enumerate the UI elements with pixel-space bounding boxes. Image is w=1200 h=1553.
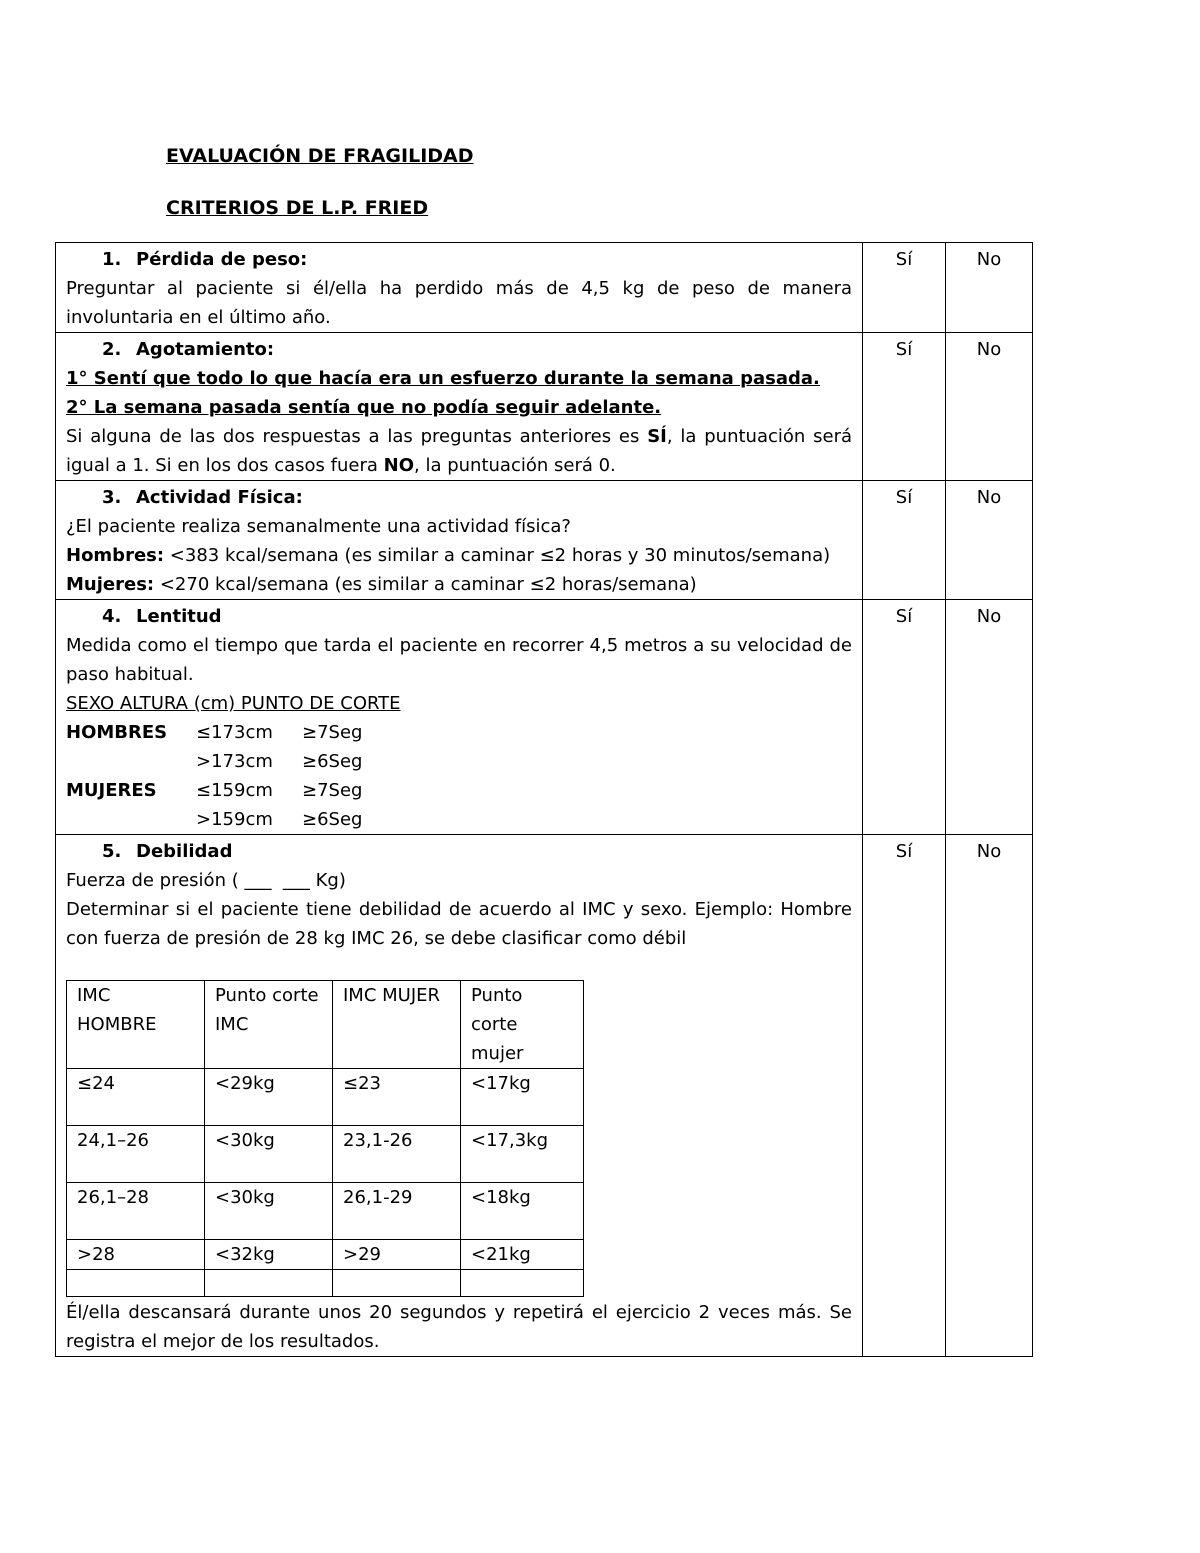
empty-row bbox=[67, 1270, 584, 1297]
table-cell: <17,3kg bbox=[461, 1126, 584, 1183]
document-subtitle: CRITERIOS DE L.P. FRIED bbox=[166, 197, 429, 219]
cutoff-row: MUJERES ≤159cm ≥7Seg bbox=[66, 780, 363, 801]
table-cell bbox=[461, 1270, 584, 1297]
table-cell: 26,1-29 bbox=[333, 1183, 461, 1240]
table-cell: <30kg bbox=[205, 1126, 333, 1183]
table-cell bbox=[205, 1270, 333, 1297]
cutoff-row: >159cm ≥6Seg bbox=[196, 809, 363, 830]
imc-header-cell: Punto corte mujer bbox=[461, 981, 584, 1069]
table-cell: >29 bbox=[333, 1240, 461, 1270]
no-option[interactable]: No bbox=[946, 333, 1033, 481]
yes-option[interactable]: Sí bbox=[863, 835, 946, 1357]
imc-header-row bbox=[67, 981, 584, 1069]
table-cell: <32kg bbox=[205, 1240, 333, 1270]
table-cell: <30kg bbox=[205, 1183, 333, 1240]
table-cell: 26,1–28 bbox=[67, 1183, 205, 1240]
table-cell: <29kg bbox=[205, 1069, 333, 1126]
imc-cutoff-table bbox=[66, 980, 584, 1297]
table-cell: <18kg bbox=[461, 1183, 584, 1240]
cutoff-row: HOMBRES ≤173cm ≥7Seg bbox=[66, 722, 363, 743]
table-cell: >28 bbox=[67, 1240, 205, 1270]
table-cell: 23,1-26 bbox=[333, 1126, 461, 1183]
table-cell: <21kg bbox=[461, 1240, 584, 1270]
criterion-text: Preguntar al paciente si él/ella ha perdido más de 4,5 kg de peso de manera involuntaria en el último año. bbox=[66, 278, 852, 328]
no-option[interactable]: No bbox=[946, 243, 1033, 333]
criterion-cell bbox=[56, 243, 863, 333]
women-threshold: Mujeres: <270 kcal/semana (es similar a caminar ≤2 horas/semana) bbox=[66, 574, 697, 595]
criterion-cell bbox=[56, 481, 863, 600]
yes-option[interactable]: Sí bbox=[863, 333, 946, 481]
cutoff-row: >173cm ≥6Seg bbox=[196, 751, 363, 772]
no-option[interactable]: No bbox=[946, 600, 1033, 835]
criterion-text: Medida como el tiempo que tarda el paciente en recorrer 4,5 metros a su velocidad de paso habitual. bbox=[66, 635, 852, 685]
criterion-footer: Él/ella descansará durante unos 20 segundos y repetirá el ejercicio 2 veces más. Se registra el mejor de los resultados. bbox=[66, 1302, 852, 1352]
criterion-heading: 2. Agotamiento: bbox=[102, 339, 275, 360]
criterion-cell bbox=[56, 835, 863, 1357]
table-row bbox=[67, 1069, 584, 1126]
table-cell bbox=[333, 1270, 461, 1297]
imc-header-cell: IMC MUJER bbox=[333, 981, 461, 1069]
cutoff-header: SEXO ALTURA (cm) PUNTO DE CORTE bbox=[66, 693, 401, 714]
table-cell: ≤23 bbox=[333, 1069, 461, 1126]
no-option[interactable]: No bbox=[946, 481, 1033, 600]
imc-header-cell: Punto corte IMC bbox=[205, 981, 333, 1069]
criterion-row-exhaustion bbox=[56, 333, 1033, 481]
exhaustion-question-1: 1° Sentí que todo lo que hacía era un esfuerzo durante la semana pasada. bbox=[66, 368, 820, 389]
table-cell bbox=[67, 1270, 205, 1297]
criterion-text: Si alguna de las dos respuestas a las preguntas anteriores es SÍ, la puntuación será igual a 1. Si en los dos casos fuera NO, la puntuación será 0. bbox=[66, 426, 852, 476]
men-threshold: Hombres: <383 kcal/semana (es similar a caminar ≤2 horas y 30 minutos/semana) bbox=[66, 545, 831, 566]
yes-option[interactable]: Sí bbox=[863, 243, 946, 333]
criterion-heading: 4. Lentitud bbox=[102, 606, 222, 627]
criterion-heading: 5. Debilidad bbox=[102, 841, 233, 862]
criterion-heading: 3. Actividad Física: bbox=[102, 487, 303, 508]
yes-option[interactable]: Sí bbox=[863, 600, 946, 835]
yes-option[interactable]: Sí bbox=[863, 481, 946, 600]
document-title: EVALUACIÓN DE FRAGILIDAD bbox=[166, 145, 474, 167]
criterion-cell bbox=[56, 333, 863, 481]
criterion-row-slowness bbox=[56, 600, 1033, 835]
fried-criteria-table bbox=[55, 242, 1033, 1357]
criterion-row-weight-loss bbox=[56, 243, 1033, 333]
grip-strength-field[interactable]: Fuerza de presión ( ___ ___ Kg) bbox=[66, 870, 346, 891]
criterion-text: Determinar si el paciente tiene debilidad de acuerdo al IMC y sexo. Ejemplo: Hombre con fuerza de presión de 28 kg IMC 26, se debe clasificar como débil bbox=[66, 899, 852, 949]
exhaustion-question-2: 2° La semana pasada sentía que no podía seguir adelante. bbox=[66, 397, 662, 418]
table-row bbox=[67, 1240, 584, 1270]
table-cell: 24,1–26 bbox=[67, 1126, 205, 1183]
table-cell: <17kg bbox=[461, 1069, 584, 1126]
criterion-cell bbox=[56, 600, 863, 835]
table-row bbox=[67, 1126, 584, 1183]
table-cell: ≤24 bbox=[67, 1069, 205, 1126]
criterion-question: ¿El paciente realiza semanalmente una actividad física? bbox=[66, 516, 571, 537]
no-option[interactable]: No bbox=[946, 835, 1033, 1357]
criterion-row-weakness bbox=[56, 835, 1033, 1357]
criterion-heading: 1. Pérdida de peso: bbox=[102, 249, 308, 270]
imc-header-cell: IMC HOMBRE bbox=[67, 981, 205, 1069]
criterion-row-physical-activity bbox=[56, 481, 1033, 600]
table-row bbox=[67, 1183, 584, 1240]
